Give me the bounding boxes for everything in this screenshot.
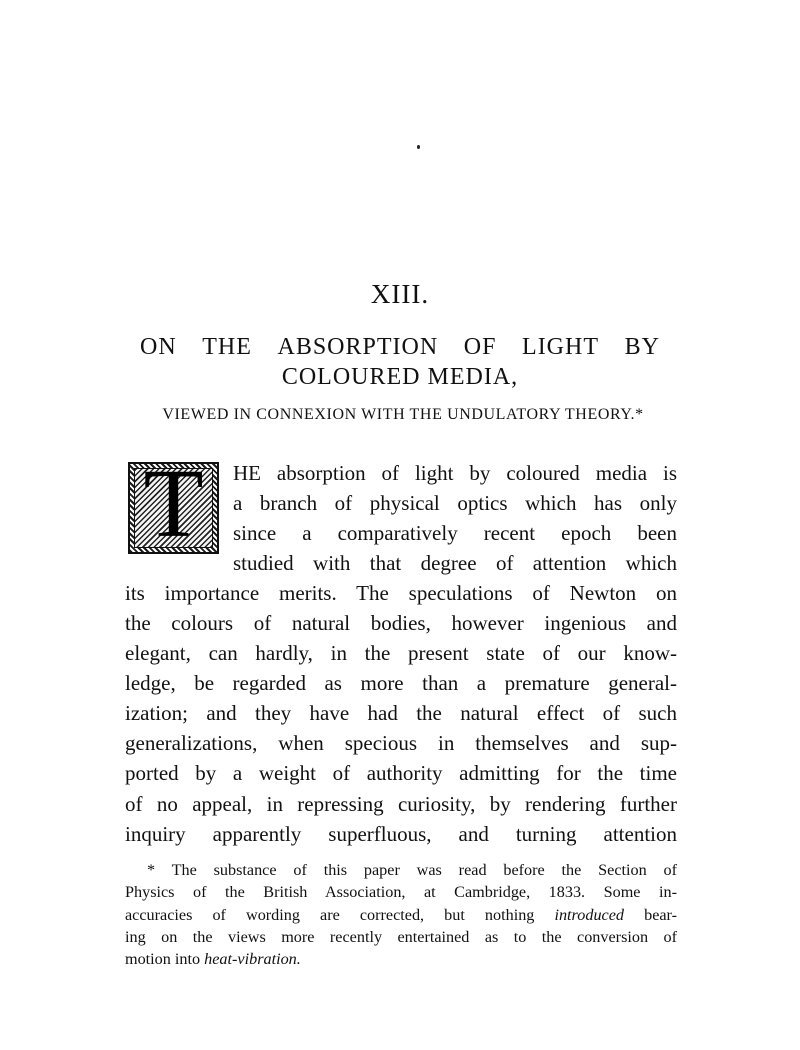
text-line: inquiry apparently superfluous, and turning attention (125, 821, 677, 846)
text-line: ported by a weight of authority admitting for the time (125, 761, 677, 786)
text-line: the colours of natural bodies, however ingenious and (125, 611, 677, 636)
footnote-line: Physics of the British Association, at Cambridge, 1833. Some in- (125, 883, 677, 902)
text-line: its importance merits. The speculations of Newton on (125, 581, 677, 606)
footnote-italic-text: introduced (554, 905, 625, 924)
chapter-title-line-1 (140, 334, 660, 361)
chapter-number: XIII. (370, 279, 430, 309)
footnote-text: motion into (125, 950, 201, 969)
footnote-italic-text: heat-vibration. (204, 950, 301, 969)
title-word: ON (140, 334, 177, 360)
footnote-line: * The substance of this paper was read before the Section of (147, 861, 677, 879)
text-line: generalizations, when specious in themselves and sup- (125, 731, 677, 756)
footnote-line (125, 904, 677, 926)
title-word: THE (202, 334, 252, 360)
text-line: elegant, can hardly, in the present state of our know- (125, 641, 677, 666)
text-line: a branch of physical optics which has only (233, 491, 677, 516)
body-paragraph (125, 450, 677, 849)
text-line: studied with that degree of attention which (233, 551, 677, 576)
decorative-initial (128, 450, 219, 558)
title-word: ABSORPTION (277, 334, 439, 360)
text-line: since a comparatively recent epoch been (233, 521, 677, 546)
footnote-line: ing on the views more recently entertained as to the conversion of (125, 927, 677, 946)
footnote-line (125, 948, 677, 970)
footnote-text: bear- (644, 905, 678, 924)
title-word: OF (463, 334, 497, 360)
text-line: of no appeal, in repressing curiosity, by rendering further (125, 791, 677, 816)
decorative-initial-letter: T (143, 450, 204, 558)
footnote (125, 859, 677, 970)
chapter-subtitle: VIEWED IN CONNEXION WITH THE UNDULATORY THEORY.* (162, 406, 644, 423)
title-word: BY (624, 334, 660, 360)
title-word: LIGHT (522, 334, 600, 360)
text-line: ledge, be regarded as more than a premature general- (125, 671, 677, 696)
footnote-text: accuracies of wording are corrected, but nothing (125, 905, 535, 924)
ink-speck (417, 145, 420, 149)
text-line: ization; and they have had the natural effect of such (125, 701, 677, 726)
text-line: HE absorption of light by coloured media is (233, 461, 677, 485)
chapter-title-line-2: COLOURED MEDIA, (281, 364, 519, 390)
